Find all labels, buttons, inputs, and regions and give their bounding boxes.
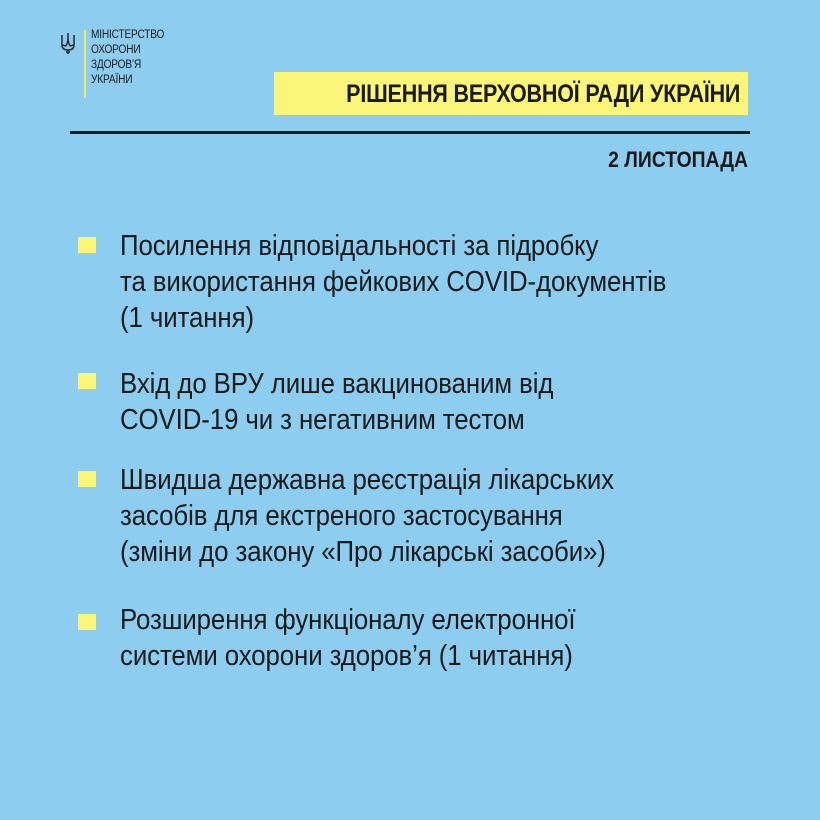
- ministry-name-line: ЗДОРОВ’Я: [91, 59, 142, 71]
- list-item-line: Розширення функціоналу електронної: [120, 604, 576, 636]
- bullet-square-icon: [78, 471, 96, 487]
- ministry-name-line: УКРАЇНИ: [91, 74, 133, 86]
- list-item-text: [120, 462, 725, 570]
- list-item-line: та використання фейкових COVID-документів: [120, 266, 667, 298]
- ministry-name-line: МІНІСТЕРСТВО: [91, 29, 165, 41]
- list-item-line: системи охорони здоров’я (1 читання): [120, 640, 573, 672]
- page-title: РІШЕННЯ ВЕРХОВНОЇ РАДИ УКРАЇНИ: [345, 80, 740, 108]
- trident-icon: [60, 32, 76, 56]
- list-item-text: [120, 366, 725, 438]
- ministry-name: [91, 28, 164, 88]
- list-item-line: (зміни до закону «Про лікарські засоби»): [120, 536, 606, 568]
- list-item-line: COVID-19 чи з негативним тестом: [120, 404, 525, 436]
- date-label: 2 ЛИСТОПАДА: [608, 147, 748, 172]
- list-item-text: [120, 228, 725, 336]
- list-item-text: [120, 602, 725, 674]
- title-highlight: [274, 72, 748, 115]
- list-item-line: Вхід до ВРУ лише вакцинованим від: [120, 368, 554, 400]
- list-item-line: Посилення відповідальності за підробку: [120, 230, 599, 262]
- logo-divider: [84, 30, 86, 98]
- list-item-line: (1 читання): [120, 302, 254, 334]
- ministry-name-line: ОХОРОНИ: [91, 44, 141, 56]
- bullet-square-icon: [78, 373, 96, 389]
- list-item-line: засобів для екстреного застосування: [120, 500, 563, 532]
- bullet-square-icon: [78, 614, 96, 630]
- list-item-line: Швидша державна реєстрація лікарських: [120, 464, 614, 496]
- header-divider: [70, 131, 750, 134]
- bullet-square-icon: [78, 237, 96, 253]
- ministry-logo: [60, 28, 174, 98]
